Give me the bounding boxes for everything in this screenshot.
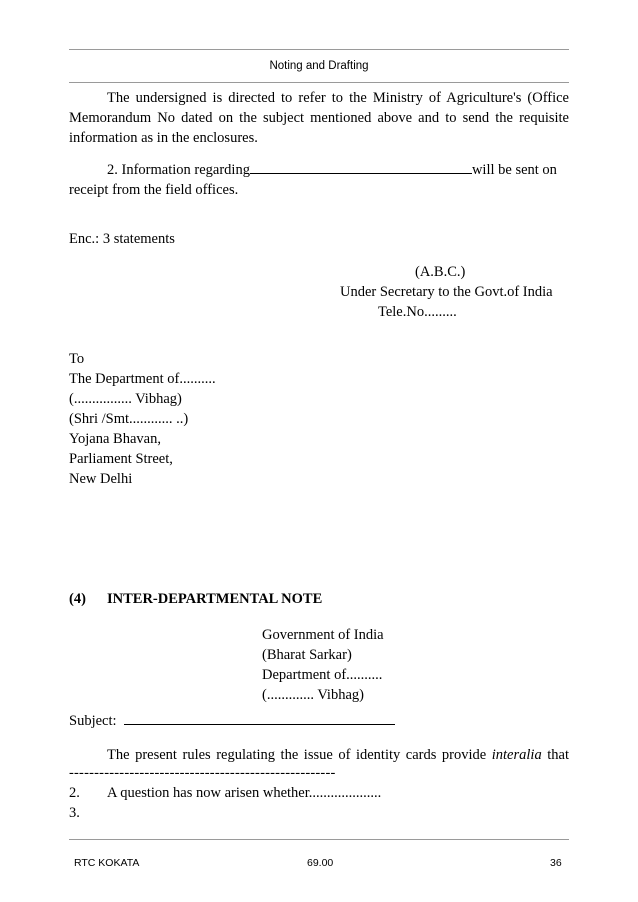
- signatory-tele: Tele.No.........: [378, 304, 457, 320]
- govt-line: Department of..........: [262, 667, 383, 683]
- footer-rule: [69, 839, 569, 840]
- address-line: Parliament Street,: [69, 451, 173, 467]
- header-top-rule: [69, 49, 569, 50]
- subject-label: Subject:: [69, 713, 117, 729]
- govt-line: (Bharat Sarkar): [262, 647, 352, 663]
- section-title: INTER-DEPARTMENTAL NOTE: [107, 591, 323, 607]
- footer-page-number: 36: [550, 857, 562, 869]
- address-line: (Shri /Smt............ ..): [69, 411, 189, 427]
- para2-line1: 2. Information regarding will be sent on: [107, 162, 557, 178]
- address-line: The Department of..........: [69, 371, 216, 387]
- information-blank: [250, 173, 472, 174]
- section-number: (4): [69, 591, 86, 607]
- address-line: New Delhi: [69, 471, 133, 487]
- running-header: Noting and Drafting: [269, 60, 369, 72]
- address-line: To: [69, 351, 85, 367]
- item-2-number: 2.: [69, 785, 80, 801]
- govt-line: (............. Vibhag): [262, 687, 364, 703]
- footer-center: 69.00: [307, 857, 334, 869]
- address-line: Yojana Bhavan,: [69, 431, 161, 447]
- item-3-number: 3.: [69, 805, 80, 821]
- para3-line: The present rules regulating the issue of identity cards provide interalia that: [107, 747, 569, 763]
- govt-line: Government of India: [262, 627, 384, 643]
- para1-line1: The undersigned is directed to refer to the Ministry of Agriculture's (Office: [107, 90, 569, 106]
- signatory-designation: Under Secretary to the Govt.of India: [340, 284, 553, 300]
- para1-line2: Memorandum No dated on the subject mentioned above and to send the requisite: [69, 110, 569, 126]
- para1-line3: information as in the enclosures.: [69, 130, 258, 146]
- item-2-text: A question has now arisen whether....................: [107, 785, 382, 801]
- subject-blank: [124, 724, 395, 725]
- address-line: (................ Vibhag): [69, 391, 182, 407]
- dash-line: -----------------------------------------------------: [69, 765, 336, 781]
- footer-left: RTC KOKATA: [74, 857, 140, 869]
- enclosure-note: Enc.: 3 statements: [69, 231, 175, 247]
- signatory-name: (A.B.C.): [415, 264, 466, 280]
- header-bottom-rule: [69, 82, 569, 83]
- subject-line: [69, 711, 395, 731]
- para2-line2: receipt from the field offices.: [69, 182, 239, 198]
